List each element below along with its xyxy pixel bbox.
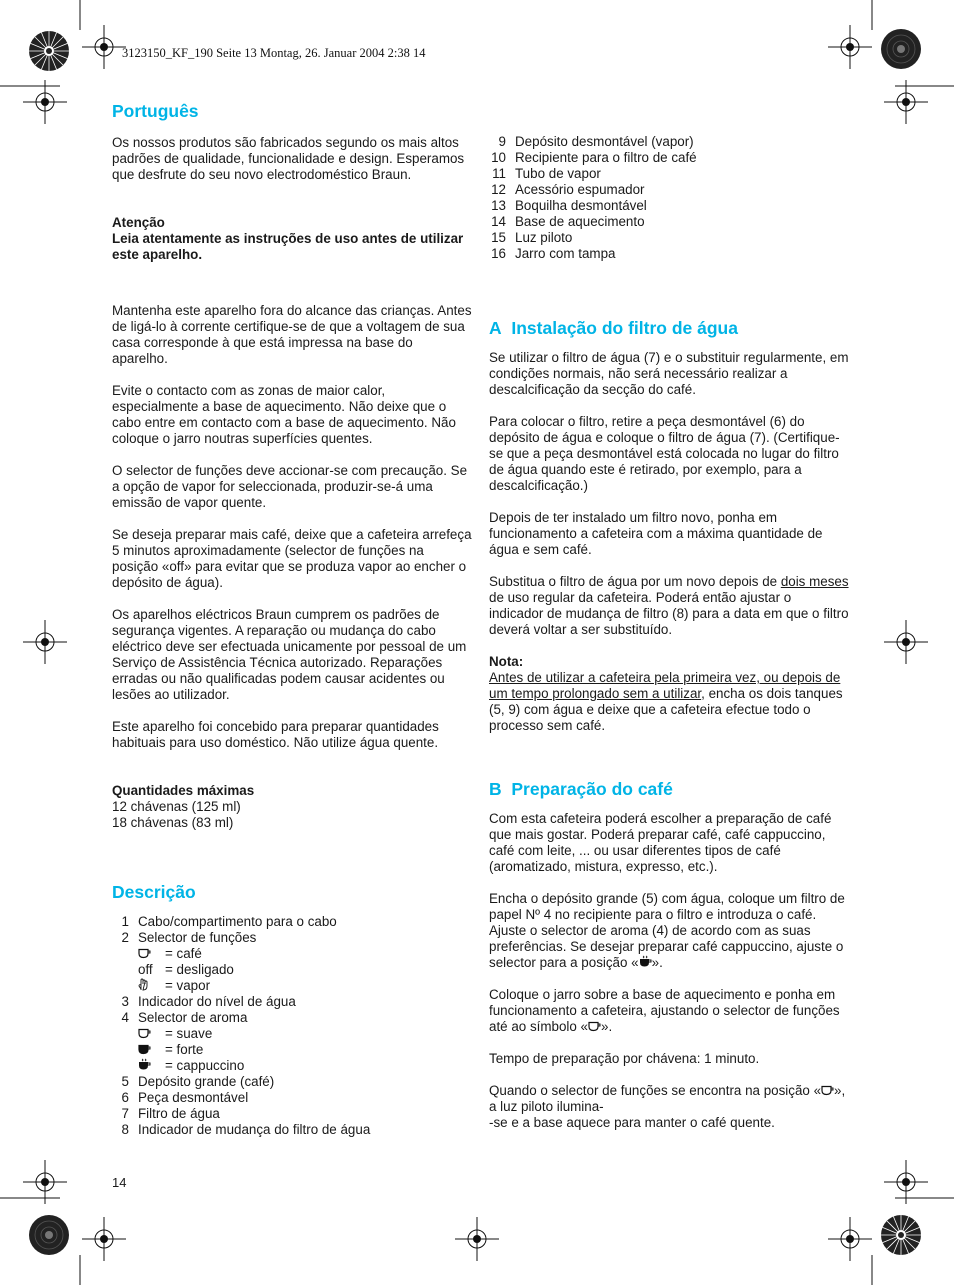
safety-paragraph-3: O selector de funções deve accionar-se com precaução. Se a opção de vapor for seleccionada, produzir-se-á uma emissão de vapor quente. <box>112 463 468 510</box>
list-item: 12 Acessório espumador <box>491 182 645 197</box>
crosshair-icon <box>884 1160 928 1204</box>
list-item: = suave <box>112 1026 472 1042</box>
cup-icon <box>821 1083 834 1098</box>
starburst-target-icon <box>880 1214 922 1256</box>
atencao-text: Leia atentamente as instruções de uso antes de utilizar este aparelho. <box>112 231 464 262</box>
list-item: = forte <box>112 1042 472 1058</box>
crosshair-icon <box>82 25 126 69</box>
safety-paragraph-4: Se deseja preparar mais café, deixe que a cafeteira arrefeça 5 minutos aproximadamente (selector de funções na posição «off» para evitar que se produza vapor ao encher o depósito de água). <box>112 527 472 590</box>
list-item: 8 Indicador de mudança do filtro de água <box>121 1122 371 1137</box>
left-column <box>112 100 472 1138</box>
quantity-line-1: 12 chávenas (125 ml) <box>112 799 241 814</box>
list-item: 7 Filtro de água <box>121 1106 220 1121</box>
nota-text: Antes de utilizar a cafeteira pela primeira vez, ou depois de um tempo prolongado sem a utilizar, encha os dois tanques (5, 9) com água e deixe que a cafeteira efectue todo o processo sem café. <box>489 670 843 733</box>
page-number: 14 <box>112 1175 127 1190</box>
list-item: 13 Boquilha desmontável <box>491 198 647 213</box>
list-item: 3 Indicador do nível de água <box>121 994 296 1009</box>
crosshair-icon <box>884 620 928 664</box>
parts-list-right <box>489 134 849 262</box>
list-item: = cappuccino <box>112 1058 472 1074</box>
list-item: = café <box>112 946 472 962</box>
crosshair-icon <box>828 1217 872 1261</box>
starburst-target-icon <box>28 30 70 72</box>
prep-paragraph-3: Coloque o jarro sobre a base de aquecimento e ponha em funcionamento a cafeteira, ajustando o selector de funções até ao símbolo « ». <box>489 987 840 1034</box>
list-item: 1 Cabo/compartimento para o cabo <box>121 914 337 929</box>
filter-paragraph-3: Depois de ter instalado um filtro novo, ponha em funcionamento a cafeteira com a máxima quantidade de água e sem café. <box>489 510 823 557</box>
list-item: 2 Selector de funções <box>121 930 257 945</box>
crosshair-icon <box>23 620 67 664</box>
safety-paragraph-6: Este aparelho foi concebido para preparar quantidades habituais para uso doméstico. Não utilize água quente. <box>112 719 439 750</box>
cup-strong-icon <box>138 1042 165 1058</box>
list-item: 10 Recipiente para o filtro de café <box>491 150 697 165</box>
list-item: 11 Tubo de vapor <box>492 166 601 181</box>
starburst-target-icon <box>28 1214 70 1256</box>
atencao-heading: Atenção <box>112 215 165 230</box>
quantity-line-2: 18 chávenas (83 ml) <box>112 815 234 830</box>
steam-hand-icon <box>138 978 165 994</box>
list-item: 16 Jarro com tampa <box>491 246 616 261</box>
prep-paragraph-5: Quando o selector de funções se encontra na posição « », a luz piloto ilumina- -se e a base aquece para manter o café quente. <box>489 1083 846 1130</box>
list-item: 5 Depósito grande (café) <box>121 1074 275 1089</box>
right-column <box>489 134 849 1131</box>
list-item: 6 Peça desmontável <box>121 1090 249 1105</box>
safety-paragraph-5: Os aparelhos eléctricos Braun cumprem os padrões de segurança vigentes. A reparação ou mudança do cabo eléctrico deve ser efectuada unicamente por pessoal de um Serviço de Assistência Técnica autorizado. Reparações erradas ou não qualificadas podem causar acidentes ou lesões ao utilizador. <box>112 607 467 702</box>
crosshair-icon <box>23 1160 67 1204</box>
list-item: off = desligado <box>138 962 234 977</box>
crosshair-icon <box>455 1217 499 1261</box>
list-item: 14 Base de aquecimento <box>491 214 645 229</box>
parts-list-left <box>112 914 472 1138</box>
safety-paragraph-1: Mantenha este aparelho fora do alcance das crianças. Antes de ligá-lo à corrente certifique-se de que a voltagem de sua casa corresponde à que está impressa na base do aparelho. <box>112 303 472 366</box>
cappuccino-icon <box>138 1058 165 1074</box>
section-title-preparacao: B Preparação do café <box>489 779 673 799</box>
starburst-target-icon <box>880 28 922 70</box>
print-header: 3123150_KF_190 Seite 13 Montag, 26. Januar 2004 2:38 14 <box>122 46 426 60</box>
list-item: 4 Selector de aroma <box>121 1010 248 1025</box>
crosshair-icon <box>828 25 872 69</box>
section-title-portugues: Português <box>112 101 199 121</box>
filter-paragraph-4: Substitua o filtro de água por um novo depois de dois meses de uso regular da cafeteira. Poderá então ajustar o indicador de mudança de filtro (8) para a data em que o filtro deverá voltar a ser substituído. <box>489 574 849 637</box>
cup-icon <box>138 946 165 962</box>
list-item: = vapor <box>112 978 472 994</box>
intro-paragraph: Os nossos produtos são fabricados segundo os mais altos padrões de qualidade, funcionalidade e design. Esperamos que desfrute do seu novo electrodoméstico Braun. <box>112 135 465 182</box>
crosshair-icon <box>884 80 928 124</box>
filter-paragraph-1: Se utilizar o filtro de água (7) e o substituir regularmente, em condições normais, não será necessário realizar a descalcificação da secção do café. <box>489 350 849 397</box>
cup-mild-icon <box>138 1026 165 1042</box>
crosshair-icon <box>82 1217 126 1261</box>
crosshair-icon <box>23 80 67 124</box>
nota-heading: Nota: <box>489 654 524 669</box>
list-item: 9 Depósito desmontável (vapor) <box>498 134 694 149</box>
section-title-descricao: Descrição <box>112 882 196 902</box>
filter-paragraph-2: Para colocar o filtro, retire a peça desmontável (6) do depósito de água e coloque o filtro de água (7). (Certifique-se que a peça desmontável está colocada no lugar do filtro de água quando este é retirado, por exemplo, para a descalcificação.) <box>489 414 840 493</box>
cappuccino-icon <box>639 955 652 970</box>
section-title-filtro: A Instalação do filtro de água <box>489 318 738 338</box>
prep-paragraph-2: Encha o depósito grande (5) com água, coloque um filtro de papel Nº 4 no recipiente para o filtro e introduza o café. Ajuste o selector de aroma (4) de acordo com as suas preferências. Se desejar preparar café cappuccino, ajuste o selector para a posição « ». <box>489 891 845 970</box>
cup-icon <box>588 1019 601 1034</box>
quantities-heading: Quantidades máximas <box>112 783 255 798</box>
prep-paragraph-4: Tempo de preparação por chávena: 1 minuto. <box>489 1051 760 1066</box>
prep-paragraph-1: Com esta cafeteira poderá escolher a preparação de café que mais gostar. Poderá preparar café, café cappuccino, café com leite, ... ou usar diferentes tipos de café (aromatizado, mistura, expresso, etc.). <box>489 811 832 874</box>
safety-paragraph-2: Evite o contacto com as zonas de maior calor, especialmente a base de aquecimento. Não deixe que o cabo entre em contacto com a base de aquecimento. Não coloque o jarro noutras superfícies quentes. <box>112 383 456 446</box>
list-item: 15 Luz piloto <box>491 230 573 245</box>
